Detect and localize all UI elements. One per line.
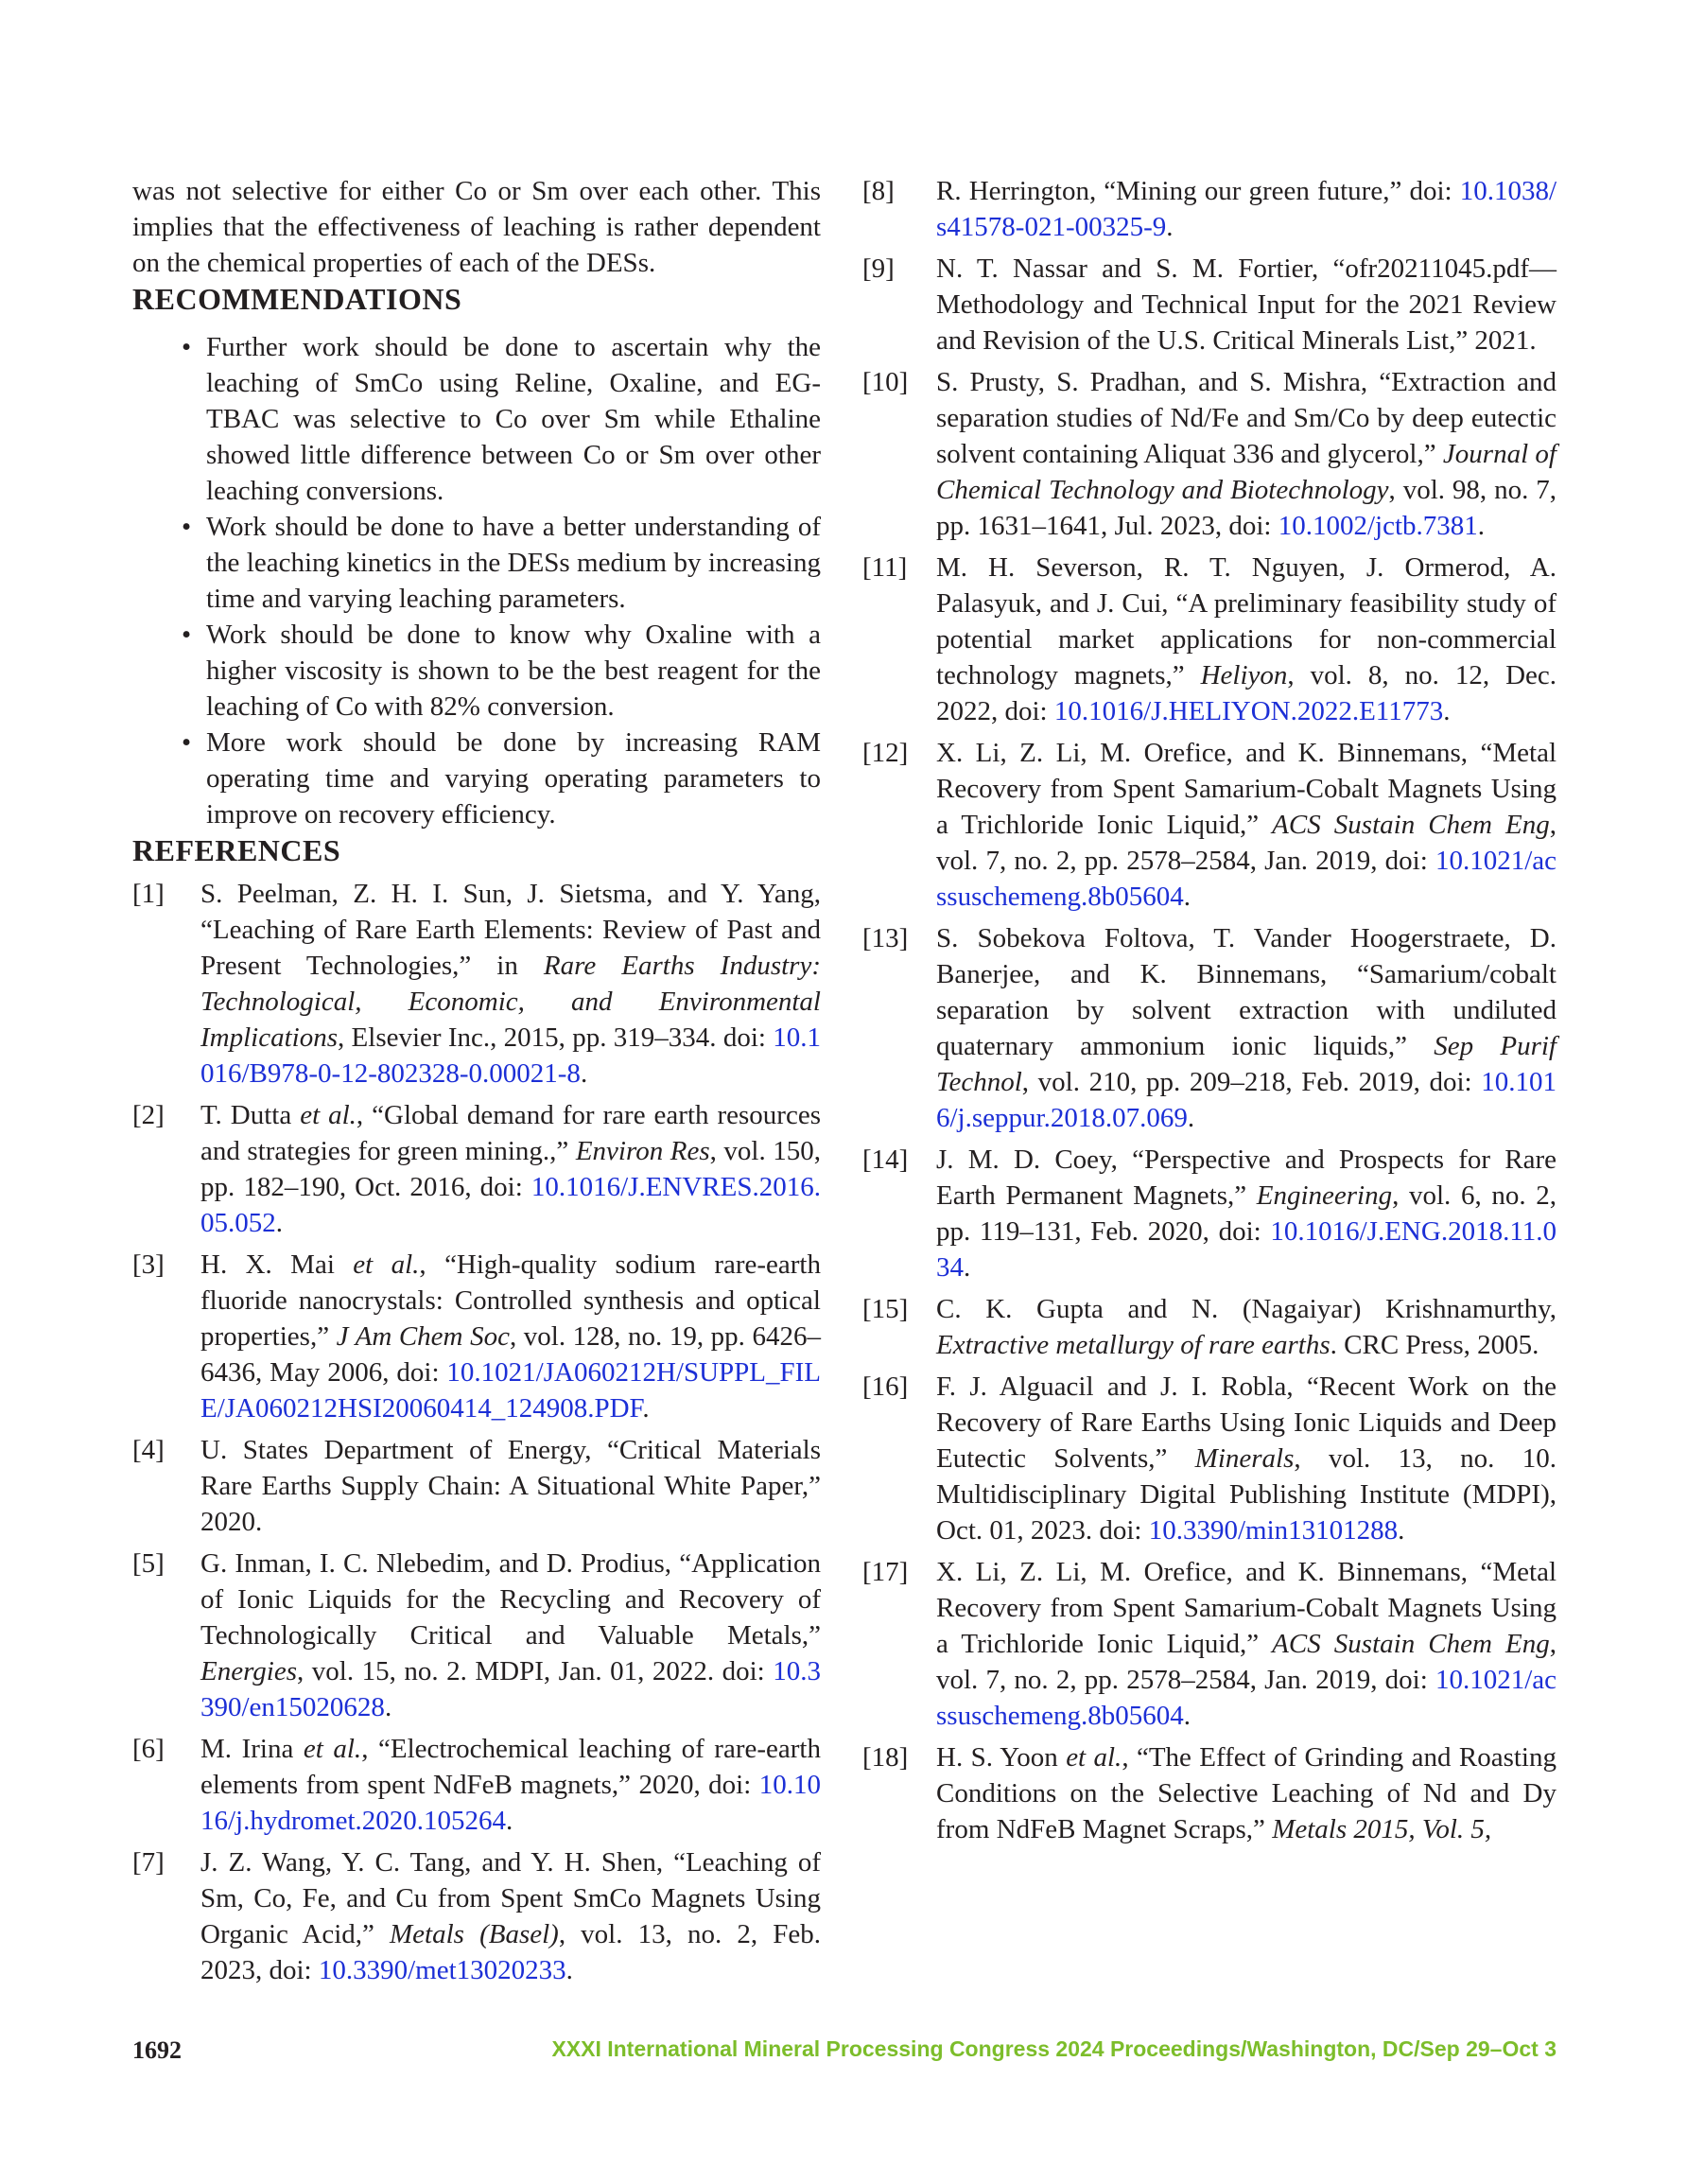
reference-italic-title: Journal of Chemical Technology and Biotechnology: [936, 439, 1557, 505]
reference-item: [862, 1739, 1557, 1847]
reference-item: [132, 1097, 821, 1241]
reference-text: , vol. 128, no. 19, pp. 6426–6436, May 2006, doi:: [200, 1321, 821, 1388]
reference-text: , vol. 210, pp. 209–218, Feb. 2019, doi:: [1021, 1067, 1482, 1097]
reference-number: [18]: [862, 1742, 909, 1773]
reference-text: , vol. 8, no. 12, Dec. 2022, doi:: [936, 660, 1557, 726]
reference-item: [862, 364, 1557, 544]
reference-number: [8]: [862, 176, 895, 206]
doi-link[interactable]: 10.1016/j.seppur.2018.07.069: [936, 1067, 1557, 1133]
recommendations-heading: RECOMMENDATIONS: [132, 282, 462, 316]
left-column: [132, 173, 821, 1994]
references-list-left: [132, 876, 821, 1988]
reference-number: [11]: [862, 552, 908, 583]
reference-item: [862, 251, 1557, 358]
bullet-icon: •: [182, 620, 192, 650]
reference-item: [132, 1247, 821, 1426]
intro-paragraph: was not selective for either Co or Sm over each other. This implies that the effectiveness of leaching is rather dependent on the chemical properties of each of the DESs.: [132, 176, 821, 278]
reference-italic-title: Metals 2015, Vol. 5,: [1272, 1814, 1492, 1844]
reference-text: .: [506, 1806, 513, 1836]
reference-text: J. Z. Wang, Y. C. Tang, and Y. H. Shen, “Leaching of Sm, Co, Fe, and Cu from Spent SmCo Magnets Using Organic Acid,”: [200, 1847, 821, 1949]
reference-italic-title: Extractive metallurgy of rare earths: [936, 1330, 1330, 1360]
reference-text: .: [275, 1208, 283, 1238]
reference-text: M. Irina: [200, 1734, 304, 1764]
reference-italic-title: et al.: [303, 1734, 362, 1764]
reference-text: S. Prusty, S. Pradhan, and S. Mishra, “Extraction and separation studies of Nd/Fe and Sm/Co by deep eutectic solvent containing Aliquat 336 and glycerol,”: [936, 367, 1557, 469]
references-heading: REFERENCES: [132, 833, 341, 867]
reference-text: , “The Effect of Grinding and Roasting Conditions on the Selective Leaching of Nd and Dy from NdFeB Magnet Scraps,”: [936, 1742, 1557, 1844]
reference-italic-title: Heliyon: [1200, 660, 1288, 690]
page-footer: [132, 2036, 1557, 2069]
doi-link[interactable]: 10.3390/met13020233: [318, 1955, 566, 1985]
reference-number: [1]: [132, 879, 165, 909]
reference-text: M. H. Severson, R. T. Nguyen, J. Ormerod, A. Palasyuk, and J. Cui, “A preliminary feasibility study of potential market applications for non-commercial technology magnets,”: [936, 552, 1557, 690]
reference-italic-title: Environ Res: [575, 1136, 710, 1166]
reference-text: .: [1183, 882, 1191, 912]
reference-number: [9]: [862, 253, 895, 284]
reference-italic-title: et al.: [300, 1100, 357, 1130]
bullet-icon: •: [182, 727, 192, 758]
reference-text: X. Li, Z. Li, M. Orefice, and K. Binnemans, “Metal Recovery from Spent Samarium-Cobalt Magnets Using a Trichloride Ionic Liquid,”: [936, 1557, 1557, 1659]
reference-text: R. Herrington, “Mining our green future,” doi:: [936, 176, 1460, 206]
reference-text: .: [1398, 1515, 1405, 1546]
reference-number: [5]: [132, 1548, 165, 1579]
doi-link[interactable]: 10.3390/min13101288: [1148, 1515, 1399, 1546]
reference-italic-title: Energies: [200, 1656, 298, 1686]
reference-text: J. M. D. Coey, “Perspective and Prospects for Rare Earth Permanent Magnets,”: [936, 1144, 1557, 1211]
reference-italic-title: Sep Purif Technol: [936, 1031, 1557, 1097]
reference-number: [15]: [862, 1294, 909, 1324]
reference-text: , vol. 98, no. 7, pp. 1631–1641, Jul. 2023, doi:: [936, 475, 1557, 541]
recommendation-item: • More work should be done by increasing RAM operating time and varying operating parameters to improve on recovery efficiency.: [206, 725, 821, 832]
reference-item: [132, 1731, 821, 1839]
reference-italic-title: Minerals: [1194, 1443, 1295, 1474]
reference-number: [16]: [862, 1372, 909, 1402]
reference-item: [862, 173, 1557, 245]
reference-text: F. J. Alguacil and J. I. Robla, “Recent Work on the Recovery of Rare Earths Using Ionic Liquids and Deep Eutectic Solvents,”: [936, 1372, 1557, 1474]
doi-link[interactable]: 10.1021/acssuschemeng.8b05604: [936, 846, 1557, 912]
reference-item: [132, 1432, 821, 1540]
bullet-icon: •: [182, 512, 192, 542]
reference-text: .: [642, 1393, 650, 1424]
reference-text: H. X. Mai: [200, 1249, 354, 1280]
recommendation-item: • Work should be done to have a better understanding of the leaching kinetics in the DESs medium by increasing time and varying leaching parameters.: [206, 509, 821, 617]
reference-text: .: [1477, 511, 1486, 541]
reference-text: .: [1183, 1701, 1191, 1731]
reference-item: [862, 920, 1557, 1136]
reference-text: , vol. 13, no. 2, Feb. 2023, doi:: [200, 1919, 821, 1985]
reference-text: .: [384, 1692, 392, 1722]
reference-text: , vol. 7, no. 2, pp. 2578–2584, Jan. 2019, doi:: [936, 1629, 1557, 1695]
right-column: [862, 173, 1557, 1853]
doi-link[interactable]: 10.1021/acssuschemeng.8b05604: [936, 1665, 1557, 1731]
doi-link[interactable]: 10.1038/s41578-021-00325-9: [936, 176, 1557, 242]
reference-text: , vol. 6, no. 2, pp. 119–131, Feb. 2020, doi:: [936, 1180, 1557, 1247]
doi-link[interactable]: 10.1016/j.hydromet.2020.105264: [200, 1770, 821, 1836]
reference-italic-title: Engineering: [1256, 1180, 1393, 1211]
reference-number: [6]: [132, 1734, 165, 1764]
reference-text: X. Li, Z. Li, M. Orefice, and K. Binnemans, “Metal Recovery from Spent Samarium-Cobalt Magnets Using a Trichloride Ionic Liquid,”: [936, 738, 1557, 840]
reference-number: [3]: [132, 1249, 165, 1280]
reference-text: C. K. Gupta and N. (Nagaiyar) Krishnamurthy,: [936, 1294, 1557, 1324]
reference-text: .: [565, 1955, 573, 1985]
reference-italic-title: et al.: [1066, 1742, 1122, 1773]
reference-text: , vol. 150, pp. 182–190, Oct. 2016, doi:: [200, 1136, 821, 1202]
reference-text: , “Global demand for rare earth resources and strategies for green mining.,”: [200, 1100, 821, 1166]
reference-text: , vol. 15, no. 2. MDPI, Jan. 01, 2022. doi:: [297, 1656, 774, 1686]
reference-item: [862, 1291, 1557, 1363]
reference-text: H. S. Yoon: [936, 1742, 1067, 1773]
reference-item: [862, 735, 1557, 915]
reference-text: , vol. 7, no. 2, pp. 2578–2584, Jan. 2019, doi:: [936, 810, 1557, 876]
reference-text: N. T. Nassar and S. M. Fortier, “ofr20211045.pdf—Methodology and Technical Input for the 2021 Review and Revision of the U.S. Critical Minerals List,” 2021.: [936, 253, 1557, 356]
reference-text: , “High-quality sodium rare-earth fluoride nanocrystals: Controlled synthesis and optical properties,”: [200, 1249, 821, 1352]
recommendation-item: • Work should be done to know why Oxaline with a higher viscosity is shown to be the best reagent for the leaching of Co with 82% conversion.: [206, 617, 821, 725]
reference-number: [13]: [862, 923, 909, 953]
reference-text: S. Peelman, Z. H. I. Sun, J. Sietsma, and Y. Yang, “Leaching of Rare Earth Elements: Review of Past and Present Technologies,” in: [200, 879, 821, 981]
footer-conference-text: XXXI International Mineral Processing Congress 2024 Proceedings/Washington, DC/Sep 29–Oct 3: [551, 2036, 1557, 2061]
reference-item: [132, 1546, 821, 1725]
reference-text: .: [1187, 1103, 1195, 1133]
reference-item: [862, 550, 1557, 729]
doi-link[interactable]: 10.1016/B978-0-12-802328-0.00021-8: [200, 1022, 821, 1089]
reference-number: [7]: [132, 1847, 165, 1878]
reference-text: .: [1166, 212, 1174, 242]
reference-item: [862, 1369, 1557, 1548]
reference-number: [10]: [862, 367, 909, 397]
reference-item: [862, 1142, 1557, 1285]
reference-number: [12]: [862, 738, 909, 768]
reference-item: [132, 876, 821, 1092]
reference-italic-title: Metals (Basel): [390, 1919, 559, 1949]
reference-italic-title: Rare Earths Industry: Technological, Economic, and Environmental Implications: [200, 951, 821, 1053]
reference-number: [2]: [132, 1100, 165, 1130]
reference-text: , vol. 13, no. 10. Multidisciplinary Digital Publishing Institute (MDPI), Oct. 01, 2023. doi:: [936, 1443, 1557, 1546]
doi-link[interactable]: 10.1021/JA060212H/SUPPL_FILE/JA060212HSI20060414_124908.PDF: [200, 1357, 821, 1424]
doi-link[interactable]: 10.1002/jctb.7381: [1278, 511, 1478, 541]
bullet-icon: •: [182, 332, 192, 362]
reference-text: . CRC Press, 2005.: [1330, 1330, 1539, 1360]
reference-italic-title: ACS Sustain Chem Eng: [1272, 810, 1550, 840]
doi-link[interactable]: 10.1016/J.HELIYON.2022.E11773: [1053, 696, 1444, 726]
reference-number: [17]: [862, 1557, 909, 1587]
reference-text: , Elsevier Inc., 2015, pp. 319–334. doi:: [338, 1022, 774, 1053]
references-list-right: [862, 173, 1557, 1847]
reference-text: .: [964, 1252, 971, 1283]
page-number: 1692: [132, 2036, 182, 2064]
reference-text: G. Inman, I. C. Nlebedim, and D. Prodius, “Application of Ionic Liquids for the Recycling and Recovery of Technologically Critical and Valuable Metals,”: [200, 1548, 821, 1651]
doi-link[interactable]: 10.1016/J.ENG.2018.11.034: [936, 1216, 1557, 1283]
reference-text: S. Sobekova Foltova, T. Vander Hoogerstraete, D. Banerjee, and K. Binnemans, “Samarium/cobalt separation by solvent extraction with undiluted quaternary ammonium ionic liquids,”: [936, 923, 1557, 1061]
recommendation-item: • Further work should be done to ascertain why the leaching of SmCo using Reline, Oxaline, and EG-TBAC was selective to Co over Sm while Ethaline showed little difference between Co or Sm over other leaching conversions.: [206, 329, 821, 509]
doi-link[interactable]: 10.1016/J.ENVRES.2016.05.052: [200, 1172, 821, 1238]
reference-item: [132, 1844, 821, 1988]
reference-italic-title: ACS Sustain Chem Eng: [1272, 1629, 1550, 1659]
recommendations-list: [132, 329, 821, 832]
reference-item: [862, 1554, 1557, 1734]
reference-text: , “Electrochemical leaching of rare-earth elements from spent NdFeB magnets,” 2020, doi:: [200, 1734, 821, 1800]
reference-italic-title: J Am Chem Soc: [336, 1321, 510, 1352]
reference-italic-title: et al.: [353, 1249, 420, 1280]
reference-text: T. Dutta: [200, 1100, 301, 1130]
reference-text: U. States Department of Energy, “Critical Materials Rare Earths Supply Chain: A Situational White Paper,” 2020.: [200, 1435, 821, 1537]
doi-link[interactable]: 10.3390/en15020628: [200, 1656, 821, 1722]
reference-number: [4]: [132, 1435, 165, 1465]
reference-text: .: [580, 1058, 588, 1089]
reference-number: [14]: [862, 1144, 909, 1175]
reference-text: .: [1443, 696, 1451, 726]
